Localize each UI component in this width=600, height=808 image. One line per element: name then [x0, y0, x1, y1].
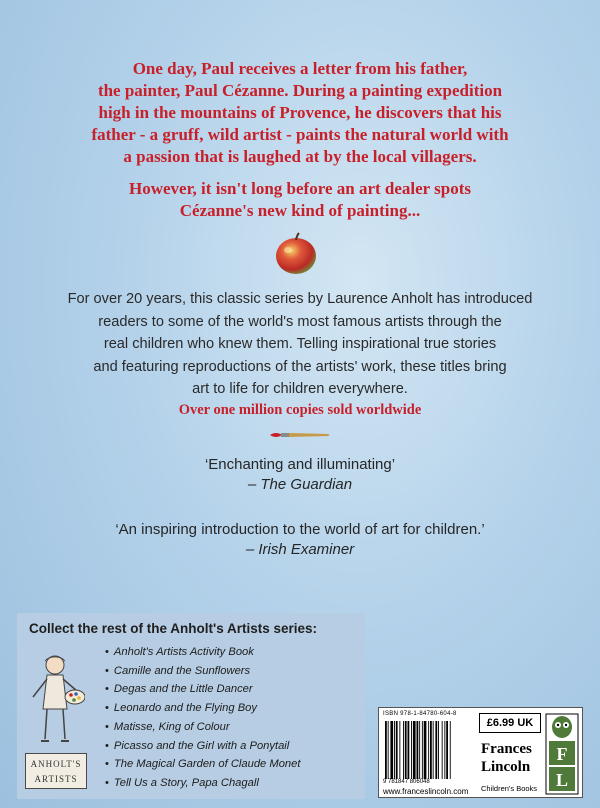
- barcode-bar: [422, 721, 423, 779]
- barcode-bar: [450, 721, 451, 779]
- book-list: [105, 643, 300, 793]
- logo-letter: F: [556, 744, 568, 764]
- quote-text: ‘An inspiring introduction to the world of art for children.’: [115, 521, 485, 538]
- barcode-bar: [408, 721, 410, 779]
- barcode-bar: [444, 721, 445, 779]
- blurb-line: the painter, Paul Cézanne. During a painting expedition: [97, 81, 503, 100]
- teaser-line: Cézanne's new kind of painting...: [179, 201, 421, 220]
- isbn-digits: 9 781847 806048: [383, 779, 430, 785]
- barcode-bar: [438, 721, 439, 779]
- list-item: • Degas and the Little Dancer: [105, 680, 300, 699]
- boy-painter-illustration: [25, 651, 85, 751]
- series-description: [40, 288, 560, 401]
- paintbrush-illustration: [268, 428, 332, 442]
- publisher-imprint: Children's Books: [481, 784, 538, 793]
- barcode-bar: [424, 721, 427, 779]
- logo-letter: L: [555, 770, 569, 790]
- copies-sold: Over one million copies sold worldwide: [178, 402, 422, 418]
- anholts-artists-logo: [25, 753, 87, 789]
- barcode-bar: [413, 721, 416, 779]
- quote-source: – The Guardian: [247, 476, 353, 493]
- quote-text: ‘Enchanting and illuminating’: [204, 456, 396, 473]
- barcode-bar: [435, 721, 437, 779]
- barcode-bar: [385, 721, 387, 779]
- collection-title: Collect the rest of the Anholt's Artists series:: [29, 621, 318, 636]
- review-quote: [150, 455, 450, 495]
- barcode-bar: [419, 721, 420, 779]
- blurb-line: One day, Paul receives a letter from his father,: [132, 59, 468, 78]
- price-label: £6.99 UK: [479, 713, 541, 733]
- series-line: real children who knew them. Telling inspirational true stories: [103, 336, 497, 352]
- list-item: • Picasso and the Girl with a Ponytail: [105, 737, 300, 756]
- teaser-line: However, it isn't long before an art dealer spots: [128, 179, 472, 198]
- series-line: For over 20 years, this classic series by Laurence Anholt has introduced: [67, 291, 533, 307]
- apple-illustration: [272, 230, 320, 276]
- series-collection-panel: [17, 613, 365, 799]
- publisher-name: [481, 740, 532, 776]
- barcode-bar: [417, 721, 419, 779]
- blurb-line: high in the mountains of Provence, he discovers that his: [98, 103, 502, 122]
- barcode-graphic: [385, 721, 473, 779]
- barcode-bar: [446, 721, 448, 779]
- list-item: • Camille and the Sunflowers: [105, 662, 300, 681]
- list-item: • Matisse, King of Colour: [105, 718, 300, 737]
- quote-source: – Irish Examiner: [245, 541, 355, 558]
- blurb-line: a passion that is laughed at by the local villagers.: [123, 147, 477, 166]
- publisher-name-line: Frances: [481, 741, 532, 757]
- barcode-bar: [396, 721, 398, 779]
- publisher-logo: [545, 713, 579, 795]
- review-quote: [40, 520, 560, 560]
- publisher-name-line: Lincoln: [481, 759, 531, 775]
- barcode-bar: [388, 721, 389, 779]
- logo-line: ARTISTS: [34, 774, 78, 784]
- logo-line: ANHOLT'S: [30, 759, 82, 769]
- series-line: and featuring reproductions of the artists' work, these titles bring: [93, 358, 507, 375]
- barcode-bar: [430, 721, 432, 779]
- publisher-website: www.franceslincoln.com: [383, 787, 469, 796]
- list-item: • Tell Us a Story, Papa Chagall: [105, 774, 300, 793]
- barcode-bar: [390, 721, 393, 779]
- barcode-bar: [433, 721, 434, 779]
- barcode-bar: [411, 721, 412, 779]
- barcode-bar: [394, 721, 395, 779]
- story-blurb: [60, 58, 540, 168]
- series-line: art to life for children everywhere.: [192, 381, 408, 397]
- owl-icon: [552, 716, 572, 738]
- blurb-line: father - a gruff, wild artist - paints the natural world with: [91, 125, 509, 144]
- barcode-bar: [403, 721, 404, 779]
- barcode-bar: [428, 721, 429, 779]
- barcode-panel: [378, 707, 583, 798]
- teaser-text: [60, 178, 540, 222]
- barcode-bar: [405, 721, 407, 779]
- list-item: • Leonardo and the Flying Boy: [105, 699, 300, 718]
- list-item: • The Magical Garden of Claude Monet: [105, 755, 300, 774]
- barcode-bar: [442, 721, 443, 779]
- barcode-bar: [399, 721, 400, 779]
- isbn-label: ISBN 978-1-84780-604-8: [383, 711, 457, 717]
- series-line: readers to some of the world's most famous artists through the: [98, 313, 502, 330]
- list-item: • Anholt's Artists Activity Book: [105, 643, 300, 662]
